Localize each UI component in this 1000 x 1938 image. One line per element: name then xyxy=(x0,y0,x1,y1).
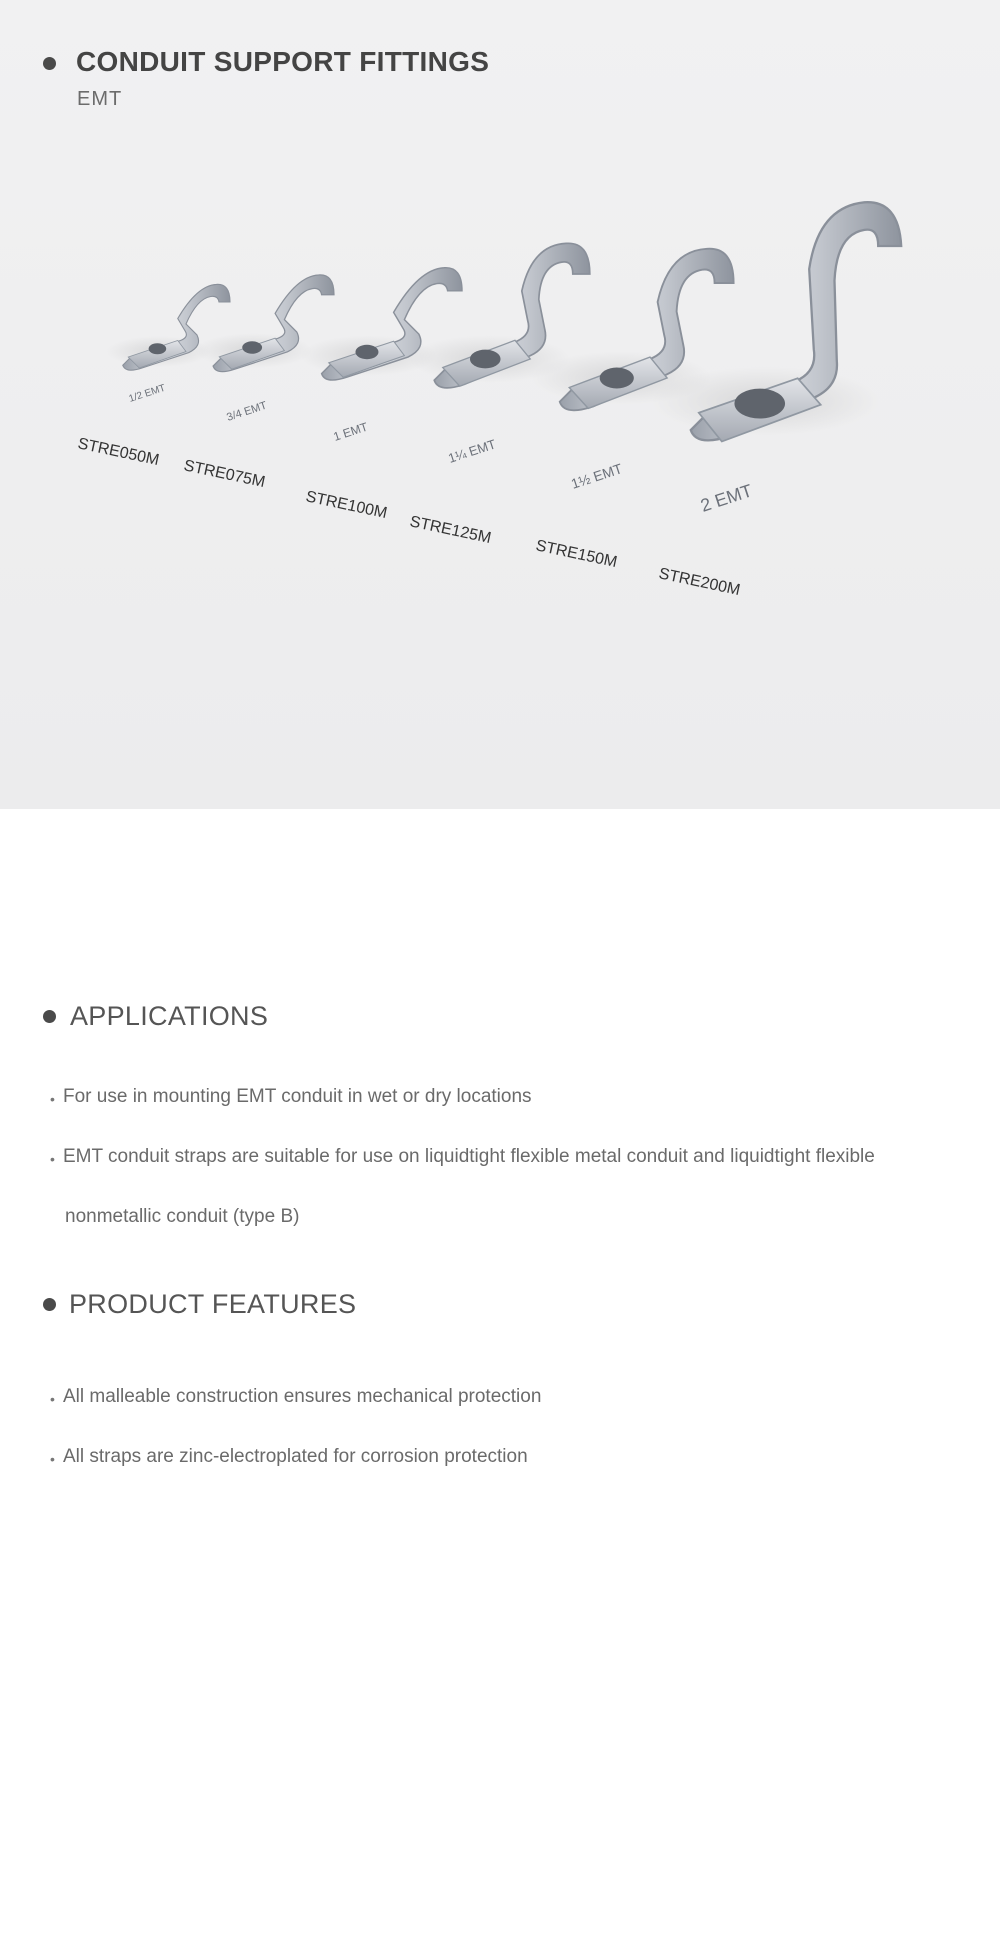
page-title: CONDUIT SUPPORT FITTINGS xyxy=(76,46,490,77)
stamp-5: 1½ EMT xyxy=(568,460,625,492)
features-heading: PRODUCT FEATURES xyxy=(69,1289,357,1319)
stamp-4: 1¼ EMT xyxy=(446,436,498,466)
list-bullet-icon: • xyxy=(50,1151,55,1167)
stamp-2: 3/4 EMT xyxy=(225,399,269,424)
product-illustration xyxy=(0,0,1000,809)
features-bullet-icon xyxy=(43,1298,56,1311)
list-bullet-icon: • xyxy=(50,1451,55,1467)
applications-heading: APPLICATIONS xyxy=(70,1001,269,1031)
stamp-6: 2 EMT xyxy=(698,480,755,516)
list-bullet-icon: • xyxy=(50,1091,55,1107)
product-label: STRE200M xyxy=(657,565,742,600)
stamp-3: 1 EMT xyxy=(331,419,370,444)
applications-bullet-icon xyxy=(43,1010,56,1023)
product-label: STRE150M xyxy=(534,537,619,572)
applications-item-continued: nonmetallic conduit (type B) xyxy=(65,1206,300,1227)
product-label: STRE125M xyxy=(408,513,493,548)
list-bullet-icon: • xyxy=(50,1391,55,1407)
applications-item: EMT conduit straps are suitable for use on liquidtight flexible metal conduit and liquidtight flexible xyxy=(63,1146,875,1167)
product-label: STRE050M xyxy=(76,435,161,470)
hero-banner xyxy=(0,0,1000,809)
strap-stre200m xyxy=(651,202,902,441)
features-item: All malleable construction ensures mechanical protection xyxy=(63,1386,542,1407)
features-item: All straps are zinc-electroplated for corrosion protection xyxy=(63,1446,528,1467)
product-label: STRE075M xyxy=(182,457,267,492)
stamp-1: 1/2 EMT xyxy=(127,382,167,405)
page-subtitle: EMT xyxy=(77,88,123,110)
product-label: STRE100M xyxy=(304,488,389,523)
applications-item: For use in mounting EMT conduit in wet or dry locations xyxy=(63,1086,532,1107)
